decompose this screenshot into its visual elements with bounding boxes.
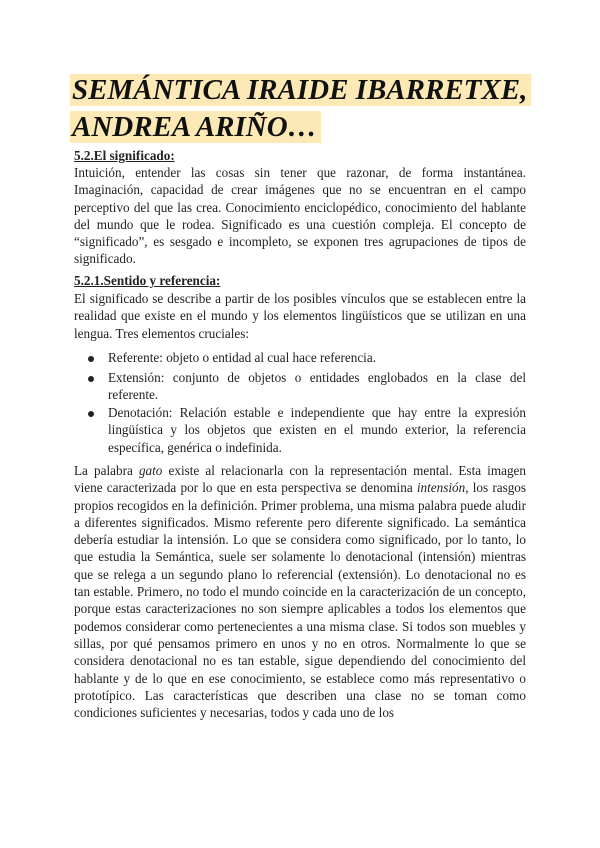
body-paragraph xyxy=(74,462,526,721)
document-title-line-2: ANDREA ARIÑO… xyxy=(70,109,321,145)
section-heading-5-2-1: 5.2.1.Sentido y referencia: xyxy=(74,273,221,288)
bullet-item-referente: Referente: objeto o entidad al cual hace referencia. xyxy=(108,350,376,365)
section-heading-5-2: 5.2.El significado: xyxy=(74,148,175,163)
section-5-2-1-intro: El significado se describe a partir de los posibles vínculos que se establecen entre la realidad que existe en el mundo y los elementos lingüísticos que se utilizan en una lengua. Tres elementos cruciales: xyxy=(74,291,526,341)
body-text-c: , los rasgos propios recogidos en la definición. Primer problema, una misma palabra puede aludir a diferentes significados. Mismo referente pero diferente significado. La semántica debería estudiar la intensión. Lo que se considera como significado, por lo tanto, lo que estudia la Semántica, suele ser solamente lo denotacional (intensión) mientras que se relega a un segundo plano lo referencial (extensión). Lo denotacional no es tan estable. Primero, no todo el mundo coincide en la caracterización de un concepto, porque estas caracterizaciones no son siempre aplicables a todos los elementos que podemos considerar como pertenecientes a una misma clase. Si todos son muebles y sillas, por qué pensamos primero en unos y no en otros. Normalmente lo que se considera denotacional no es tan estable, sigue dependiendo del conocimiento del hablante y de lo que en ese conocimiento, se establece como más representativo o prototípico. Las características que describen una clase no se toman como condiciones suficientes y necesarias, todos y cada uno de los xyxy=(74,480,527,721)
bullet-item-extension: Extensión: conjunto de objetos o entidades englobados en la clase del referente. xyxy=(108,370,526,403)
body-text-b: existe al relacionarla con la representación mental. Esta imagen viene caracterizada por lo que en esta perspectiva se denomina xyxy=(74,463,527,496)
bullet-dot-icon xyxy=(88,356,94,362)
bullet-dot-icon xyxy=(88,411,94,417)
section-5-2-paragraph: Intuición, entender las cosas sin tener que razonar, de forma instantánea. Imaginación, capacidad de crear imágenes que no se encuentran en el campo perceptivo del que las crea. Conocimiento enciclopédico, conocimiento del hablante del mundo que le rodea. Significado es una cuestión compleja. El concepto de “significado”, es sesgado e incompleto, se exponen tres agrupaciones de tipos de significado. xyxy=(74,165,526,267)
document-title-line-1: SEMÁNTICA IRAIDE IBARRETXE, xyxy=(70,72,531,108)
bullet-dot-icon xyxy=(88,376,94,382)
term-intension: intensión xyxy=(416,480,466,496)
term-gato: gato xyxy=(138,463,163,478)
body-text-a: La palabra xyxy=(74,463,133,478)
bullet-item-denotacion: Denotación: Relación estable e independiente que hay entre la expresión lingüística y los objetos que existen en el mundo exterior, la referencia específica, genérica o indefinida. xyxy=(108,405,526,455)
